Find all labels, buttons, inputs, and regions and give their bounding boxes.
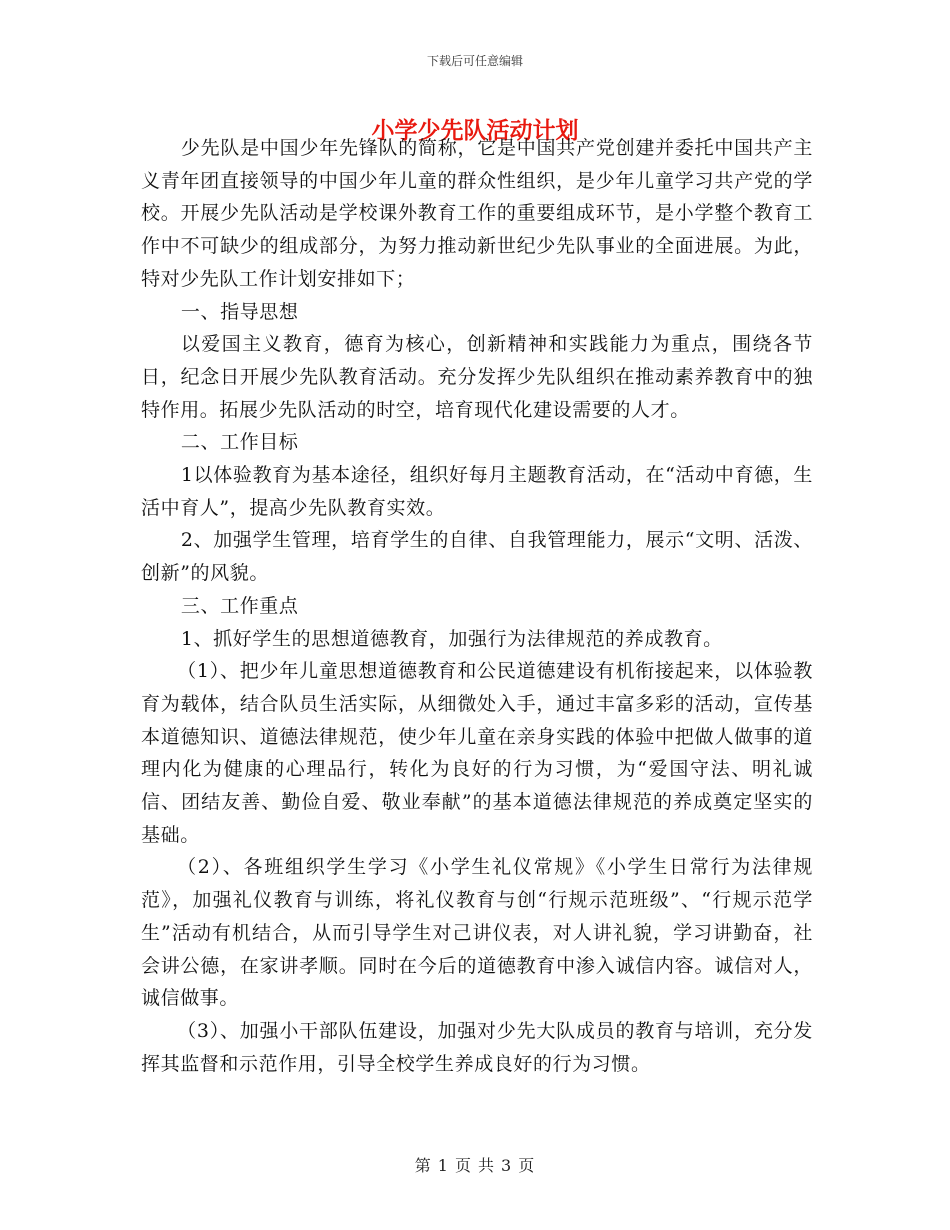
paragraph-intro: 少先队是中国少年先锋队的简称，它是中国共产党创建并委托中国共产主义青年团直接领导的中国少年儿童的群众性组织，是少年儿童学习共产党的学校。开展少先队活动是学校课外教育工作的重要组成环节，是小学整个教育工作中不可缺少的组成部分，为努力推动新世纪少先队事业的全面进展。为此，特对少先队工作计划安排如下； — [141, 137, 813, 290]
document-body — [141, 132, 813, 1080]
page-footer — [0, 1153, 950, 1176]
page-label-prefix: 第 — [414, 1156, 432, 1175]
paragraph-focus-1-item-2: （2）、各班组织学生学习《小学生礼仪常规》《小学生日常行为法律规范》，加强礼仪教育与训练，将礼仪教育与创“行规示范班级”、“行规示范学生”活动有机结合，从而引导学生对己讲仪表，对人讲礼貌，学习讲勤奋，社会讲公德，在家讲孝顺。同时在今后的道德教育中渗入诚信内容。诚信对人，诚信做事。 — [141, 856, 813, 1010]
page-label-mid: 页 共 — [454, 1156, 496, 1175]
paragraph-goal-2: 2、加强学生管理，培育学生的自律、自我管理能力，展示“文明、活泼、创新”的风貌。 — [141, 529, 813, 585]
heading-guiding-ideology: 一、指导思想 — [180, 300, 299, 323]
heading-work-focus: 三、工作重点 — [180, 594, 299, 617]
paragraph-focus-1-item-3: （3）、加强小干部队伍建设，加强对少先大队成员的教育与培训，充分发挥其监督和示范作用，引导全校学生养成良好的行为习惯。 — [141, 1019, 813, 1075]
paragraph-focus-1: 1、抓好学生的思想道德教育，加强行为法律规范的养成教育。 — [180, 627, 723, 650]
document-title: 小学少先队活动计划 — [371, 118, 579, 144]
paragraph-goal-1: 1以体验教育为基本途径，组织好每月主题教育活动，在“活动中育德，生活中育人”，提高少先队教育实效。 — [141, 464, 813, 519]
heading-work-goals: 二、工作目标 — [180, 431, 299, 454]
page-header: 下载后可任意编辑 — [426, 54, 523, 68]
page-label-suffix: 页 — [518, 1156, 536, 1175]
page-number-current: 1 — [437, 1156, 449, 1175]
paragraph-focus-1-item-1: （1）、把少年儿童思想道德教育和公民道德建设有机衔接起来，以体验教育为载体，结合队员生活实际，从细微处入手，通过丰富多彩的活动，宣传基本道德知识、道德法律规范，使少年儿童在亲身实践的体验中把做人做事的道理内化为健康的心理品行，转化为良好的行为习惯，为“爱国守法、明礼诚信、团结友善、勤俭自爱、敬业奉献”的基本道德法律规范的养成奠定坚实的基础。 — [141, 660, 813, 846]
page-number-total: 3 — [501, 1156, 513, 1175]
paragraph-guiding-ideology: 以爱国主义教育，德育为核心，创新精神和实践能力为重点，围绕各节日，纪念日开展少先队教育活动。充分发挥少先队组织在推动素养教育中的独特作用。拓展少先队活动的时空，培育现代化建设需要的人才。 — [141, 333, 813, 421]
